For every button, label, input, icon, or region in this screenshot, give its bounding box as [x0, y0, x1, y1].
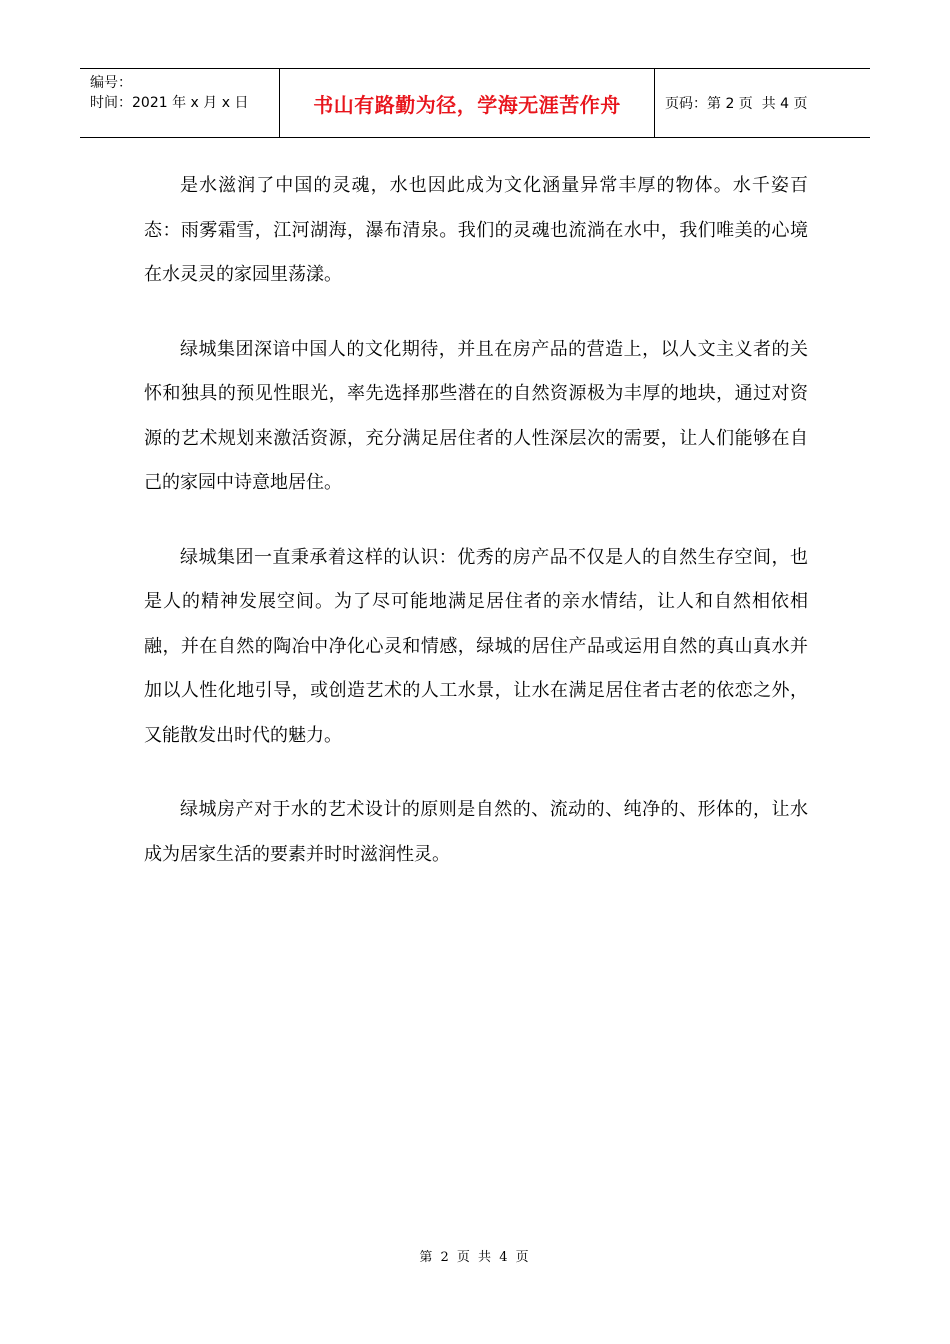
body-paragraph-1: 是水滋润了中国的灵魂，水也因此成为文化涵量异常丰厚的物体。水千姿百态：雨雾霜雪，江河湖海，瀑布清泉。我们的灵魂也流淌在水中，我们唯美的心境在水灵灵的家园里荡漾。	[144, 175, 808, 285]
page-info-text: 页码：第 2 页 共 4 页	[665, 96, 808, 112]
document-date: 时间：2021 年 x 月 x 日	[90, 95, 249, 111]
header-motto: 书山有路勤为径，学海无涯苦作舟	[280, 69, 655, 137]
document-number-label: 编号：	[90, 75, 132, 91]
document-header	[80, 68, 870, 138]
body-paragraph-4: 绿城房产对于水的艺术设计的原则是自然的、流动的、纯净的、形体的，让水成为居家生活的要素并时时滋润性灵。	[144, 799, 808, 865]
document-body	[144, 164, 808, 907]
header-meta	[80, 69, 280, 137]
body-paragraph-2: 绿城集团深谙中国人的文化期待，并且在房产品的营造上，以人文主义者的关怀和独具的预见性眼光，率先选择那些潜在的自然资源极为丰厚的地块，通过对资源的艺术规划来激活资源，充分满足居住者的人性深层次的需要，让人们能够在自己的家园中诗意地居住。	[144, 338, 808, 493]
body-paragraph-3: 绿城集团一直秉承着这样的认识：优秀的房产品不仅是人的自然生存空间，也是人的精神发展空间。为了尽可能地满足居住者的亲水情结，让人和自然相依相融，并在自然的陶冶中净化心灵和情感，绿城的居住产品或运用自然的真山真水并加以人性化地引导，或创造艺术的人工水景，让水在满足居住者古老的依恋之外，又能散发出时代的魅力。	[144, 546, 808, 746]
page-footer: 第 2 页 共 4 页	[419, 1250, 531, 1265]
header-page-info	[655, 69, 870, 137]
